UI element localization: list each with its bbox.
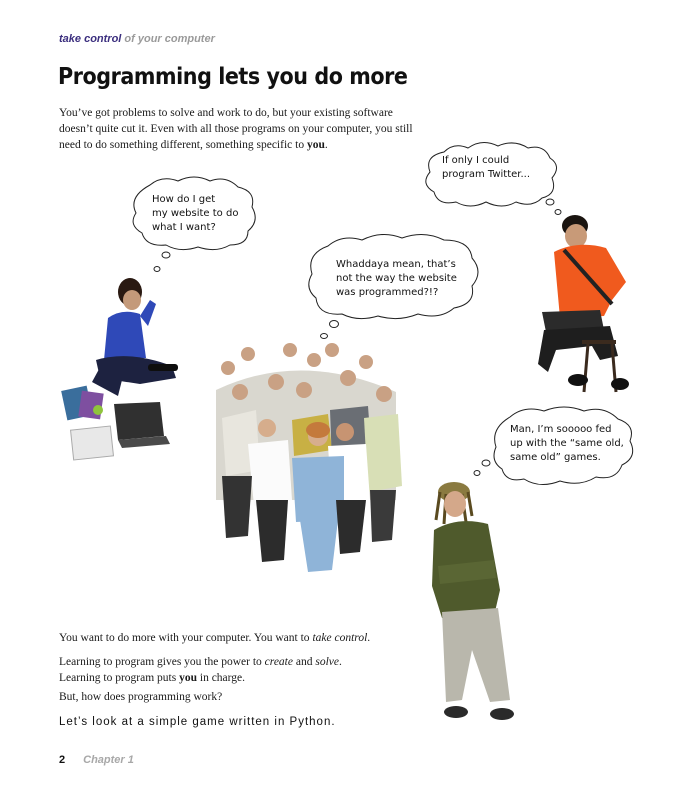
you-bold: you [179, 672, 197, 684]
bubble-line: How do I get [152, 194, 216, 205]
header-part1: take control [59, 33, 122, 45]
page-number: 2 [59, 754, 66, 766]
body-text: and [292, 656, 316, 668]
take-control-italic: take control [312, 632, 368, 644]
bubble-line: If only I could [442, 155, 510, 166]
man-with-dreads-figure [432, 482, 514, 720]
intro-emphasis: you [306, 139, 325, 151]
bubble-line: what I want? [152, 222, 216, 233]
intro-paragraph [59, 105, 419, 153]
body-text: But, how does programming work? [59, 691, 223, 703]
bubble-line: same old” games. [510, 452, 601, 463]
woman-on-phone-figure [61, 278, 178, 460]
header-part2: of your computer [121, 33, 215, 45]
body-text: You want to do more with your computer. You want to [59, 632, 313, 644]
chapter-label: Chapter 1 [83, 754, 134, 766]
intro-end: . [324, 139, 328, 151]
intro-text: You’ve got problems to solve and work to do, but your existing software doesn’t quite cut it. Even with all those programs on your computer, you still need to do something different, something specific to [59, 107, 413, 151]
body-text: . [367, 632, 371, 644]
bubble-line: not the way the website [336, 273, 457, 284]
body-paragraph-2 [59, 654, 342, 686]
body-text: . [338, 656, 342, 668]
create-italic: create [264, 656, 293, 668]
body-text: Learning to program puts [59, 672, 180, 684]
bubble-line: Man, I’m sooooo fed [510, 424, 612, 435]
bubble-line: up with the “same old, [510, 438, 624, 449]
bubble-line: my website to do [152, 208, 239, 219]
page-title: Programming lets you do more [58, 64, 408, 90]
body-text: Learning to program gives you the power to [59, 656, 265, 668]
body-text: in charge. [197, 672, 246, 684]
bubble-line: was programmed?!? [336, 287, 439, 298]
bubble-line: program Twitter... [442, 169, 530, 180]
call-to-action: Let’s look at a simple game written in Python. [59, 716, 336, 728]
bubble-line: Whaddaya mean, that’s [336, 259, 456, 270]
thought-bubble-crowd [304, 232, 484, 344]
running-header [59, 33, 215, 45]
body-paragraph-3 [59, 689, 222, 705]
thought-bubble-twitter [420, 140, 560, 220]
page-footer [59, 754, 134, 766]
thought-bubble-games [470, 405, 640, 495]
man-with-laptop-figure [538, 215, 629, 392]
body-paragraph-1 [59, 630, 370, 646]
solve-italic: solve [315, 656, 339, 668]
crowd-figure [216, 343, 402, 572]
thought-bubble-website [128, 175, 258, 275]
